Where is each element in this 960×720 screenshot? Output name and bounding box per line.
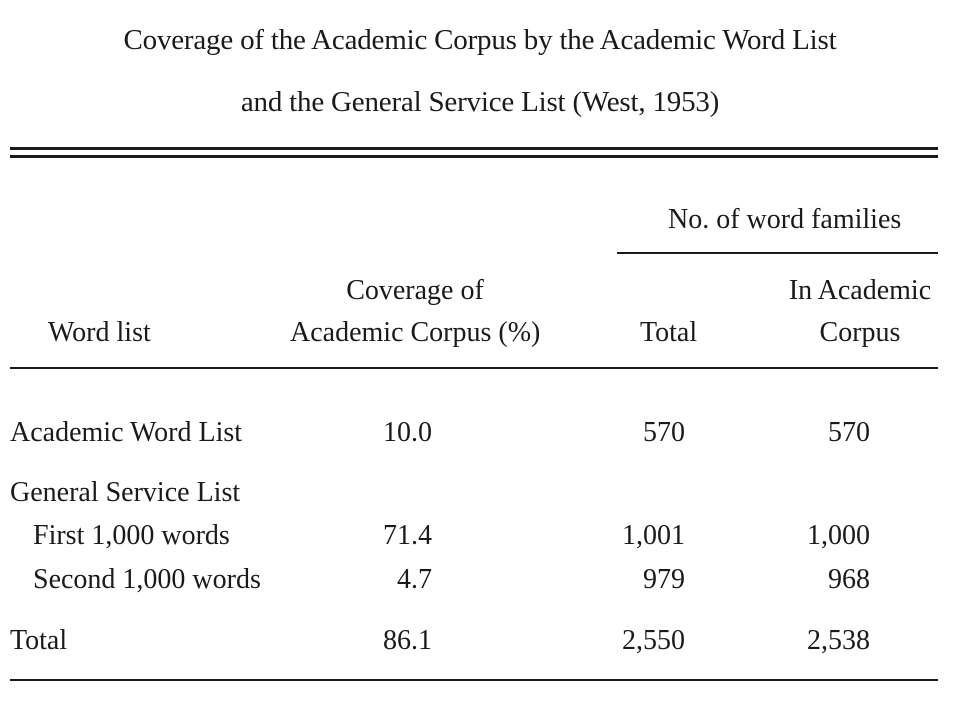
header-in-academic-line-1: In Academic	[788, 275, 932, 306]
row-coverage: 71.4	[383, 520, 432, 551]
row-label: Second 1,000 words	[33, 564, 261, 595]
row-group-label: General Service List	[10, 477, 241, 508]
header-bottom-rule	[10, 367, 938, 369]
row-in-corpus: 1,000	[807, 520, 870, 551]
header-coverage-line-2: Academic Corpus (%)	[290, 317, 541, 348]
row-in-corpus: 570	[828, 417, 870, 448]
table-title-line-1: Coverage of the Academic Corpus by the Academic Word List	[123, 24, 837, 56]
bottom-rule	[10, 679, 938, 681]
top-rule-2	[10, 155, 938, 158]
row-coverage: 86.1	[383, 625, 432, 656]
row-coverage: 4.7	[397, 564, 432, 595]
header-in-academic-line-2: Corpus	[819, 317, 901, 348]
header-coverage-line-1: Coverage of	[346, 275, 484, 306]
top-rule-1	[10, 147, 938, 150]
header-group-label: No. of word families	[668, 204, 902, 235]
row-total: 2,550	[622, 625, 685, 656]
row-label: Academic Word List	[10, 417, 243, 448]
header-word-list: Word list	[48, 317, 151, 348]
row-total: 1,001	[622, 520, 685, 551]
row-in-corpus: 968	[828, 564, 870, 595]
row-total: 979	[643, 564, 685, 595]
header-total: Total	[640, 317, 698, 348]
row-total: 570	[643, 417, 685, 448]
row-coverage: 10.0	[383, 417, 432, 448]
row-label: First 1,000 words	[33, 520, 230, 551]
row-label: Total	[10, 625, 68, 656]
group-rule	[617, 252, 938, 254]
table-title-line-2: and the General Service List (West, 1953)	[240, 86, 720, 118]
row-in-corpus: 2,538	[807, 625, 870, 656]
